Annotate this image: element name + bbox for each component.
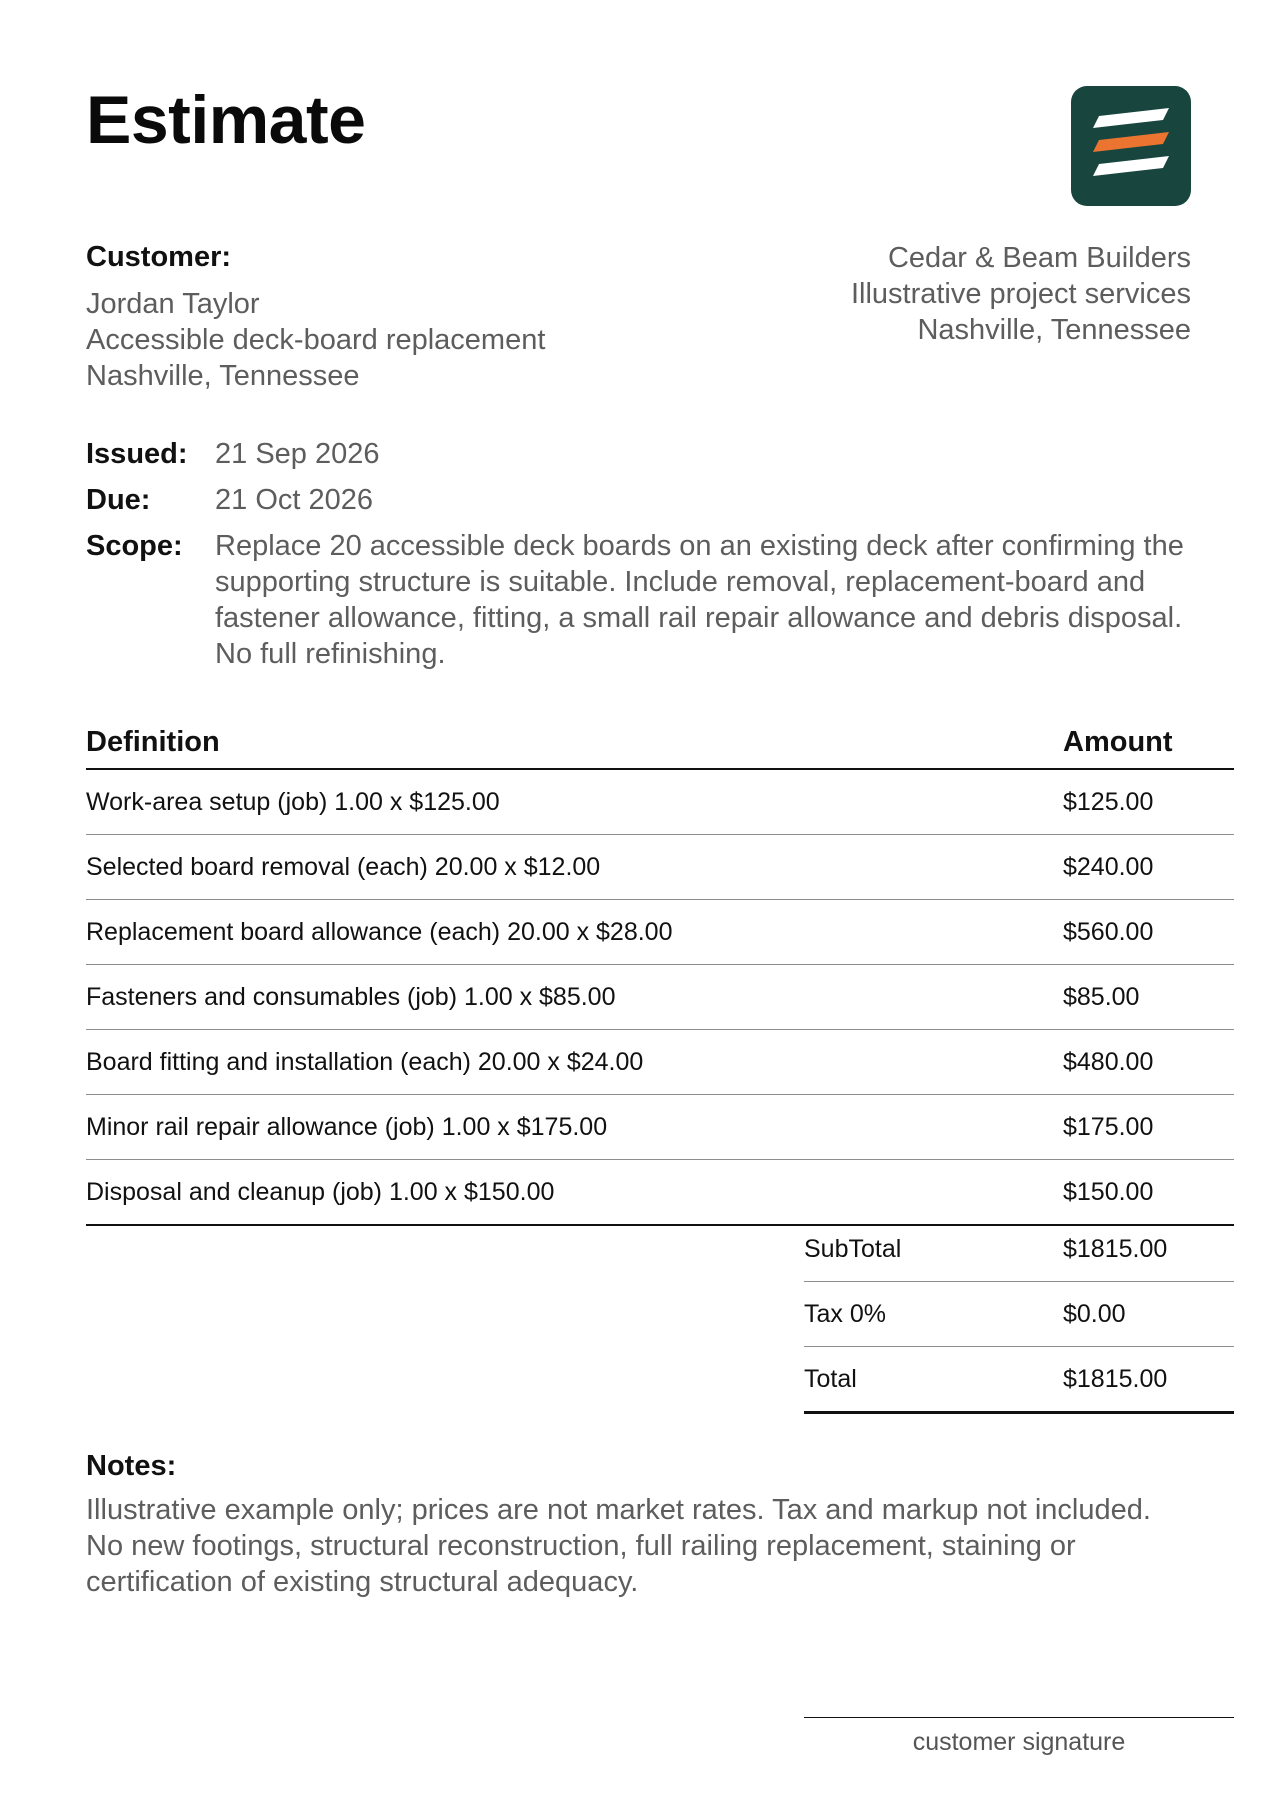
tax-row	[804, 1282, 1234, 1347]
notes-label: Notes:	[86, 1450, 177, 1482]
company-tagline: Illustrative project services	[850, 278, 1191, 310]
customer-name: Jordan Taylor	[86, 288, 260, 320]
document-title: Estimate	[86, 82, 366, 158]
issued-label: Issued:	[86, 438, 188, 470]
due-label: Due:	[86, 484, 151, 516]
scope-row	[86, 528, 1226, 672]
stacked-boards-logo-icon	[1071, 86, 1191, 206]
scope-label: Scope:	[86, 530, 183, 562]
item-definition: Disposal and cleanup (job) 1.00 x $150.00	[86, 1177, 555, 1206]
table-row	[86, 965, 1234, 1030]
column-header-definition: Definition	[86, 726, 220, 758]
table-row	[86, 1030, 1234, 1095]
company-block	[671, 240, 1191, 348]
tax-value: $0.00	[1063, 1299, 1126, 1328]
estimate-meta	[86, 436, 1226, 672]
table-row	[86, 770, 1234, 835]
tax-label: Tax 0%	[804, 1299, 886, 1328]
subtotal-label: SubTotal	[804, 1234, 902, 1263]
issued-value: 21 Sep 2026	[215, 438, 380, 470]
notes-block	[86, 1448, 1186, 1600]
customer-location: Nashville, Tennessee	[86, 360, 360, 392]
table-header	[86, 724, 1234, 770]
totals-table	[804, 1217, 1234, 1414]
item-amount: $175.00	[1063, 1112, 1154, 1141]
signature-label: customer signature	[912, 1728, 1126, 1756]
due-row	[86, 482, 1226, 528]
item-definition: Board fitting and installation (each) 20.00 x $24.00	[86, 1047, 644, 1076]
table-row	[86, 1095, 1234, 1160]
subtotal-value: $1815.00	[1063, 1234, 1168, 1263]
signature-line[interactable]	[804, 1717, 1234, 1757]
item-definition: Minor rail repair allowance (job) 1.00 x $175.00	[86, 1112, 608, 1141]
table-row	[86, 835, 1234, 900]
item-amount: $560.00	[1063, 917, 1154, 946]
company-location: Nashville, Tennessee	[917, 314, 1191, 346]
table-row	[86, 900, 1234, 965]
due-value: 21 Oct 2026	[215, 484, 373, 516]
total-value: $1815.00	[1063, 1364, 1168, 1393]
item-definition: Selected board removal (each) 20.00 x $12.00	[86, 852, 601, 881]
subtotal-row	[804, 1217, 1234, 1282]
item-definition: Work-area setup (job) 1.00 x $125.00	[86, 787, 500, 816]
line-items-table	[86, 724, 1234, 1226]
item-amount: $150.00	[1063, 1177, 1154, 1206]
scope-value: Replace 20 accessible deck boards on an existing deck after confirming the supporting structure is suitable. Include removal, replacement-board and fastener allowance, fitting, a small rail repair allowance and debris disposal. No full refinishing.	[215, 530, 1184, 670]
logo-graphic	[1071, 86, 1191, 206]
customer-label: Customer:	[86, 241, 232, 273]
customer-project: Accessible deck-board replacement	[86, 324, 546, 356]
item-definition: Fasteners and consumables (job) 1.00 x $85.00	[86, 982, 616, 1011]
item-amount: $125.00	[1063, 787, 1154, 816]
column-header-amount: Amount	[1063, 726, 1173, 758]
company-name: Cedar & Beam Builders	[887, 242, 1191, 274]
item-amount: $480.00	[1063, 1047, 1154, 1076]
item-amount: $85.00	[1063, 982, 1140, 1011]
item-amount: $240.00	[1063, 852, 1154, 881]
customer-block	[86, 240, 706, 394]
issued-row	[86, 436, 1226, 482]
notes-text: Illustrative example only; prices are not market rates. Tax and markup not included. No new footings, structural reconstruction, full railing replacement, staining or certification of existing structural adequacy.	[86, 1494, 1151, 1598]
item-definition: Replacement board allowance (each) 20.00 x $28.00	[86, 917, 673, 946]
total-label: Total	[804, 1364, 857, 1393]
total-row	[804, 1347, 1234, 1414]
